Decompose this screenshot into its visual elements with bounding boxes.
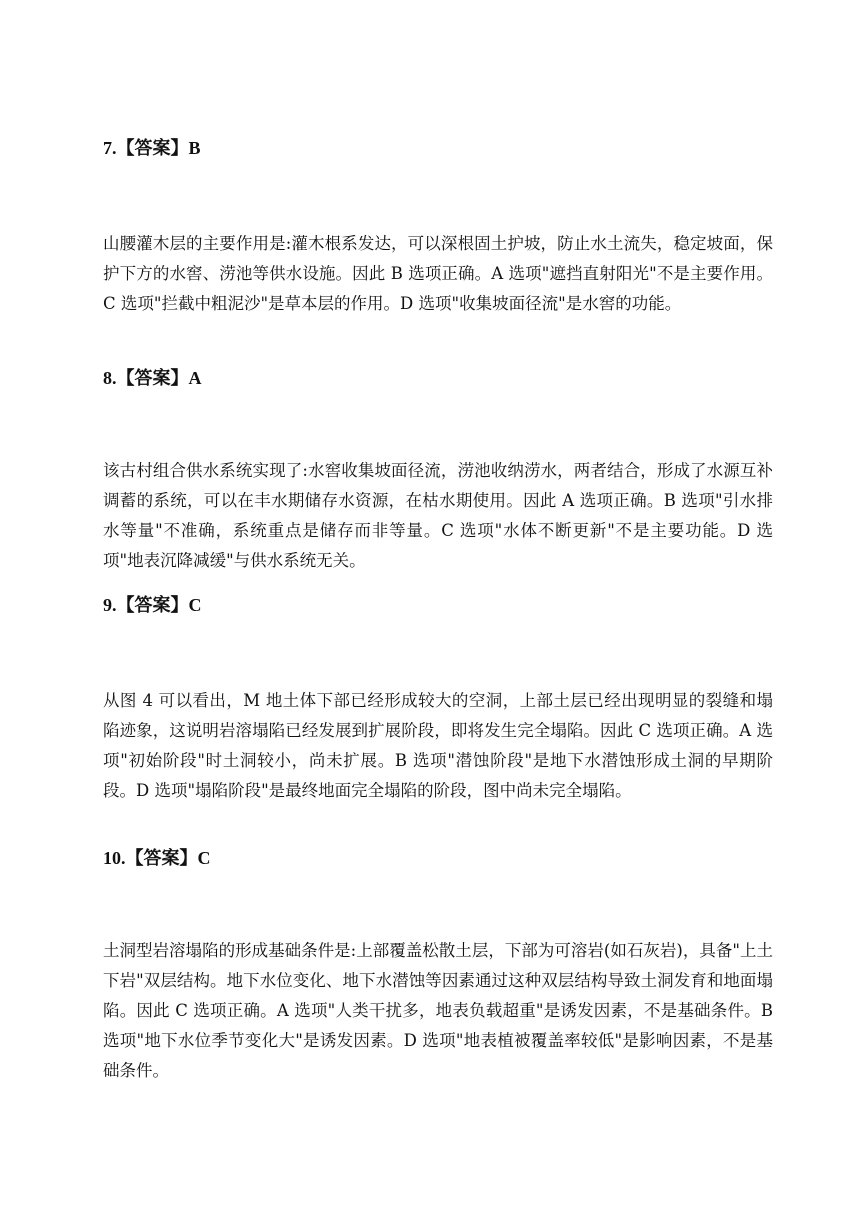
answer-heading-7: 7.【答案】B <box>103 138 201 158</box>
answer-heading-8: 8.【答案】A <box>103 368 202 388</box>
explanation-8: 该古村组合供水系统实现了:水窖收集坡面径流，涝池收纳涝水，两者结合，形成了水源互补调蓄的系统，可以在丰水期储存水资源，在枯水期使用。因此 A 选项正确。B 选项"引水排水等量"不准确，系统重点是储存而非等量。C 选项"水体不断更新"不是主要功能。D 选项"地表沉降减缓"与供水系统无关。 <box>103 461 773 570</box>
answer-heading-10: 10.【答案】C <box>103 848 211 868</box>
explanation-7: 山腰灌木层的主要作用是:灌木根系发达，可以深根固土护坡，防止水土流失，稳定坡面，保护下方的水窖、涝池等供水设施。因此 B 选项正确。A 选项"遮挡直射阳光"不是主要作用。C 选项"拦截中粗泥沙"是草本层的作用。D 选项"收集坡面径流"是水窖的功能。 <box>103 234 773 313</box>
explanation-9: 从图 4 可以看出，M 地土体下部已经形成较大的空洞，上部土层已经出现明显的裂缝和塌陷迹象，这说明岩溶塌陷已经发展到扩展阶段，即将发生完全塌陷。因此 C 选项正确。A 选项"初始阶段"时土洞较小，尚未扩展。B 选项"潜蚀阶段"是地下水潜蚀形成土洞的早期阶段。D 选项"塌陷阶段"是最终地面完全塌陷的阶段，图中尚未完全塌陷。 <box>103 691 773 800</box>
explanation-10: 土洞型岩溶塌陷的形成基础条件是:上部覆盖松散土层，下部为可溶岩(如石灰岩)，具备"上土下岩"双层结构。地下水位变化、地下水潜蚀等因素通过这种双层结构导致土洞发育和地面塌陷。因此 C 选项正确。A 选项"人类干扰多，地表负载超重"是诱发因素，不是基础条件。B 选项"地下水位季节变化大"是诱发因素。D 选项"地表植被覆盖率较低"是影响因素，不是基础条件。 <box>103 941 773 1080</box>
answer-heading-9: 9.【答案】C <box>103 595 202 615</box>
